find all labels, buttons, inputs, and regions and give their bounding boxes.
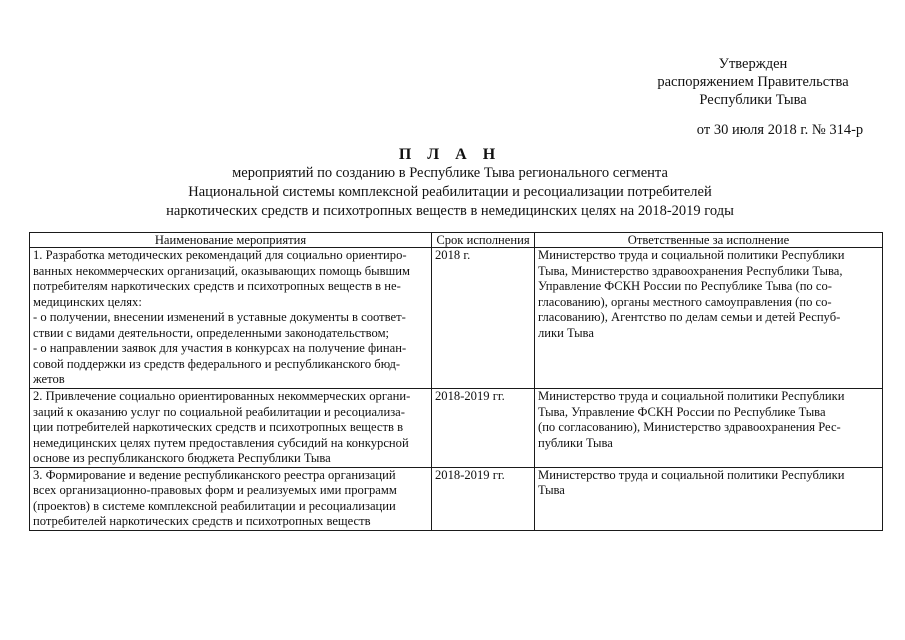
header-responsible: Ответственные за исполнение: [535, 233, 883, 248]
cell-line: Тыва, Министерство здравоохранения Республики Тыва,: [538, 263, 843, 278]
table-row: [30, 248, 883, 389]
cell-line: жетов: [33, 372, 65, 386]
cell-line: Министерство труда и социальной политики Республики: [538, 389, 845, 403]
cell-line: (проектов) в системе комплексной реабилитации и ресоциализации: [33, 498, 396, 513]
cell-line: совой поддержки из средств федерального и республиканского бюд-: [33, 356, 401, 371]
table-row: [30, 467, 883, 530]
cell-line: ствии с видами деятельности, определенными законодательством;: [33, 325, 390, 340]
header-activity-name: Наименование мероприятия: [30, 233, 432, 248]
cell-line: - о получении, внесении изменений в уставные документы в соответ-: [33, 310, 406, 324]
table-header-row: [30, 233, 883, 248]
deadline-cell: 2018-2019 гг.: [432, 389, 535, 468]
cell-line: ции потребителей наркотических средств и психотропных веществ в: [33, 420, 404, 434]
cell-line: 1. Разработка методических рекомендаций для социально ориентиро-: [33, 248, 407, 262]
cell-line: лики Тыва: [538, 325, 594, 340]
activity-name-cell: [30, 467, 432, 530]
cell-line: Тыва, Управление ФСКН России по Республике Тыва: [538, 404, 826, 419]
cell-line: - о направлении заявок для участия в конкурсах на получение финан-: [33, 341, 407, 355]
cell-line: гласованию), органы местного самоуправления (по со-: [538, 294, 832, 309]
approval-block: [618, 55, 888, 109]
activity-name-cell: [30, 389, 432, 468]
cell-line: публики Тыва: [538, 435, 613, 450]
cell-line: потребителей наркотических средств и психотропных веществ: [33, 514, 371, 528]
title-line-3: наркотических средств и психотропных веществ в немедицинских целях на 2018-2019 годы: [166, 203, 734, 219]
responsible-cell: [535, 467, 883, 530]
cell-line: Министерство труда и социальной политики Республики: [538, 467, 845, 482]
cell-line: Тыва: [538, 483, 565, 497]
cell-line: медицинских целях:: [33, 294, 142, 309]
approval-line-2: распоряжением Правительства: [657, 74, 849, 90]
cell-line: Управление ФСКН России по Республике Тыва (по со-: [538, 279, 832, 293]
title-line-2: Национальной системы комплексной реабилитации и ресоциализации потребителей: [188, 184, 712, 200]
cell-line: гласованию), Агентство по делам семьи и детей Респуб-: [538, 310, 841, 324]
cell-line: всех организационно-правовых форм и реализуемых ими программ: [33, 483, 397, 497]
cell-line: 2. Привлечение социально ориентированных некоммерческих органи-: [33, 389, 411, 403]
header-deadline: Срок исполнения: [432, 233, 535, 248]
approval-date: от 30 июля 2018 г. № 314-р: [696, 122, 864, 138]
responsible-cell: [535, 248, 883, 389]
cell-line: (по согласованию), Министерство здравоохранения Рес-: [538, 420, 841, 434]
plan-table: [29, 232, 883, 531]
approval-line-3: Республики Тыва: [699, 92, 807, 108]
cell-line: Министерство труда и социальной политики Республики: [538, 248, 845, 262]
cell-line: заций к оказанию услуг по социальной реабилитации и ресоциализа-: [33, 404, 405, 419]
plan-heading: П Л А Н: [398, 146, 502, 163]
activity-name-cell: [30, 248, 432, 389]
cell-line: немедицинских целях путем предоставления субсидий на конкурсной: [33, 435, 409, 450]
approval-line-1: Утвержден: [718, 56, 788, 72]
deadline-cell: 2018-2019 гг.: [432, 467, 535, 530]
table-row: [30, 389, 883, 468]
cell-line: 3. Формирование и ведение республиканского реестра организаций: [33, 467, 396, 482]
document-title: [60, 145, 840, 221]
cell-line: потребителям наркотических средств и психотропных веществ в не-: [33, 279, 401, 293]
responsible-cell: [535, 389, 883, 468]
deadline-cell: 2018 г.: [432, 248, 535, 389]
title-line-1: мероприятий по созданию в Республике Тыва регионального сегмента: [232, 165, 668, 181]
cell-line: основе из республиканского бюджета Республики Тыва: [33, 451, 331, 465]
cell-line: ванных некоммерческих организаций, оказывающих помощь бывшим: [33, 263, 410, 278]
